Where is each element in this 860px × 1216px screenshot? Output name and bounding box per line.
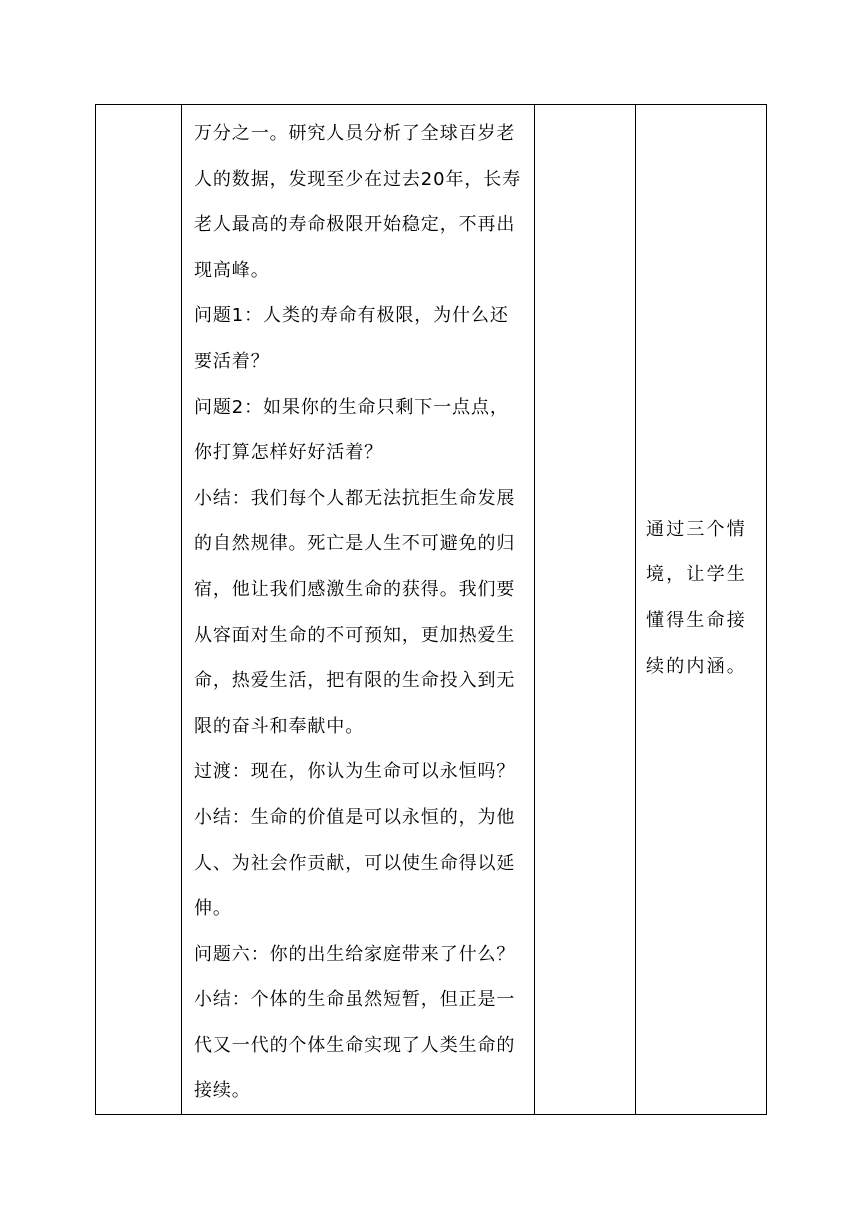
activity-paragraph: 小结：生命的价值是可以永恒的，为他人、为社会作贡献，可以使生命得以延伸。 xyxy=(194,806,516,920)
activity-paragraph: 过渡：现在，你认为生命可以永恒吗？ xyxy=(194,761,516,783)
stage-cell xyxy=(96,105,182,1115)
activity-paragraph: 问题2：如果你的生命只剩下一点点，你打算怎样好好活着？ xyxy=(194,396,509,464)
design-purpose-cell xyxy=(636,105,767,1115)
teacher-activity-content xyxy=(182,105,534,1114)
table-row xyxy=(96,105,767,1115)
activity-paragraph: 问题1：人类的寿命有极限，为什么还要活着？ xyxy=(194,305,509,372)
lesson-plan-table xyxy=(95,104,767,1115)
activity-paragraph: 小结：我们每个人都无法抗拒生命发展的自然规律。死亡是人生不可避免的归宿，他让我们感激生命的获得。我们要从容面对生命的不可预知，更加热爱生命，热爱生活，把有限的生命投入到无限的奋斗和奉献中。 xyxy=(194,487,516,737)
teacher-activity-cell xyxy=(182,105,535,1115)
activity-paragraph: 问题六：你的出生给家庭带来了什么？ xyxy=(194,943,516,965)
design-purpose-text: 通过三个情境，让学生懂得生命接续的内涵。 xyxy=(646,518,747,677)
student-activity-cell xyxy=(535,105,636,1115)
activity-paragraph: 小结：个体的生命虽然短暂，但正是一代又一代的个体生命实现了人类生命的接续。 xyxy=(194,989,516,1102)
activity-paragraph: 万分之一。研究人员分析了全球百岁老人的数据，发现至少在过去20年，长寿老人最高的寿命极限开始稳定，不再出现高峰。 xyxy=(194,123,522,281)
